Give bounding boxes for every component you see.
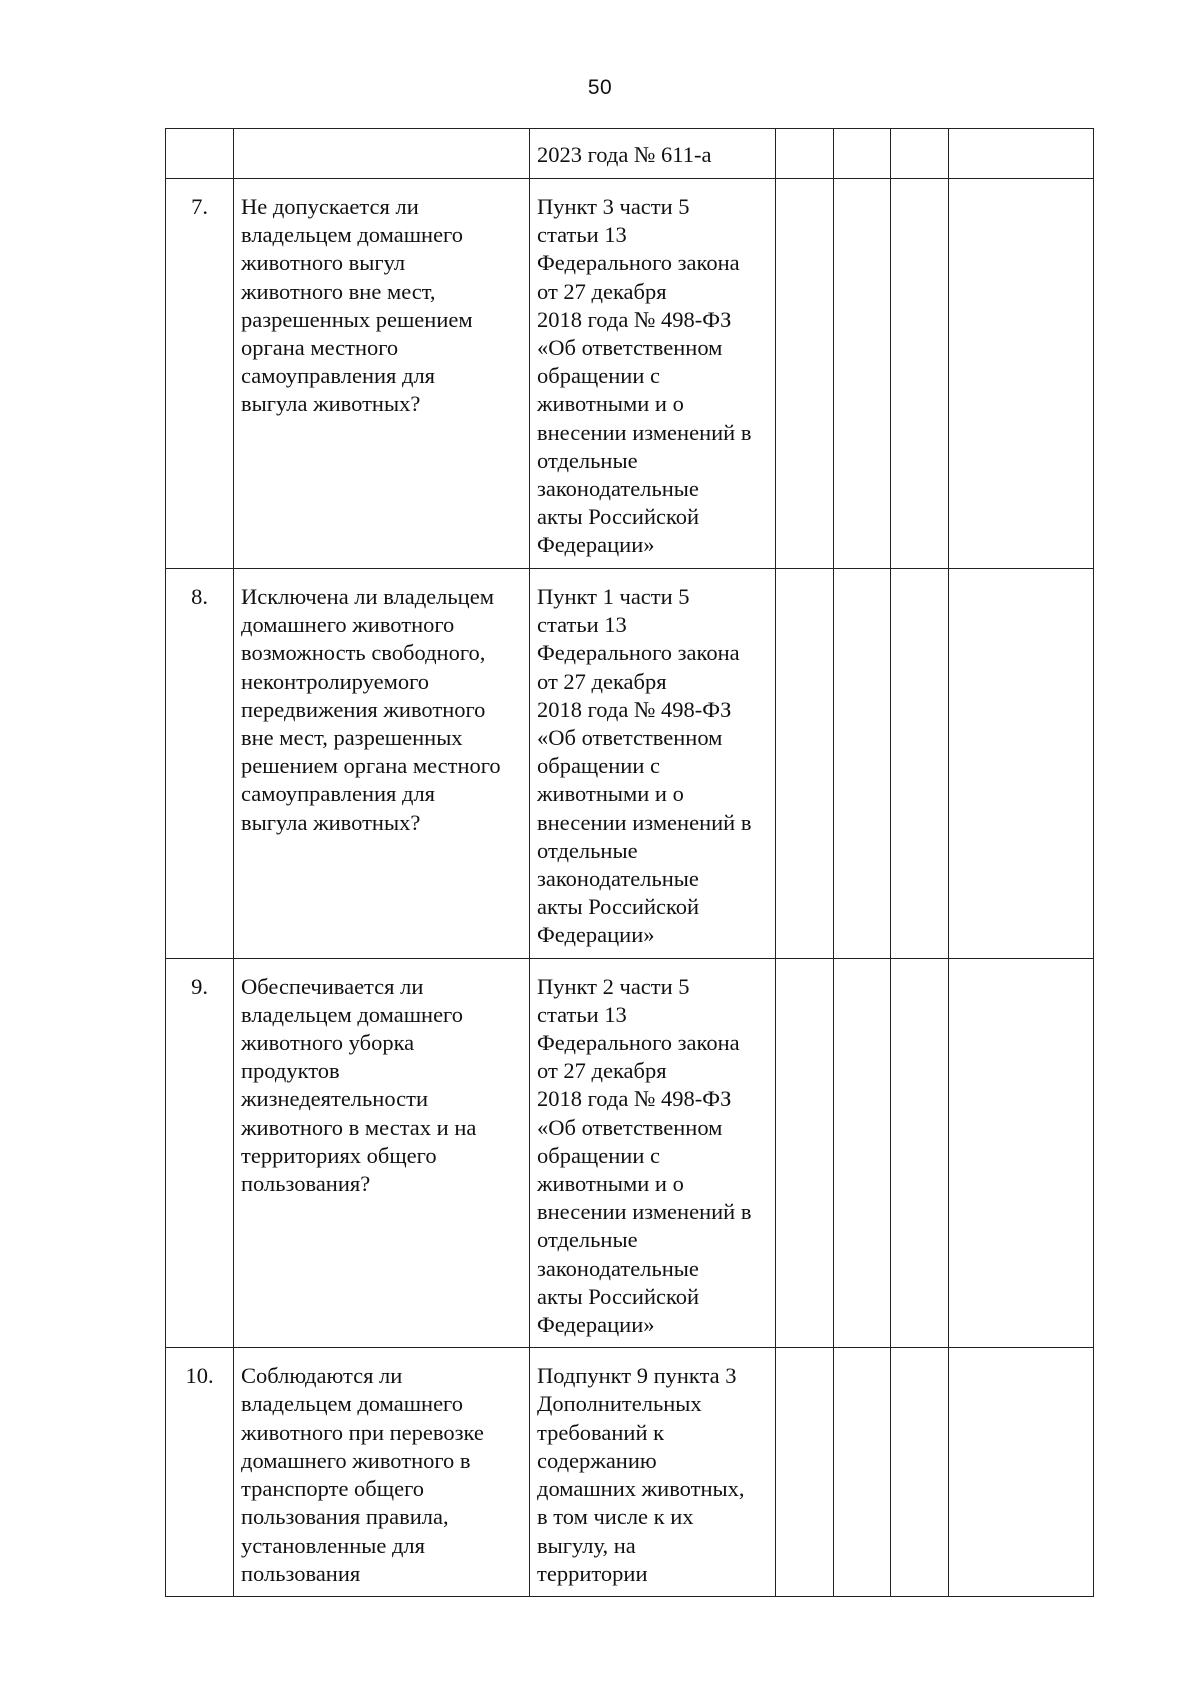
table-row-7 — [166, 179, 1094, 569]
answer-yes-cell — [776, 569, 834, 959]
requirement-question-cell — [234, 129, 530, 179]
answer-no-cell — [834, 129, 891, 179]
row-number-cell: 10. — [166, 1348, 234, 1597]
page-number: 50 — [587, 76, 613, 99]
notes-cell — [949, 569, 1094, 959]
legal-reference-cell: Пункт 2 части 5 статьи 13 Федерального закона от 27 декабря 2018 года № 498-ФЗ «Об ответственном обращении с животными и о внесении изменений в отдельные законодательные акты Российской Федерации» — [530, 958, 776, 1348]
legal-reference-cell: Подпункт 9 пункта 3 Дополнительных требований к содержанию домашних животных, в том числе к их выгулу, на территории — [530, 1348, 776, 1597]
requirement-question-cell: Обеспечивается ли владельцем домашнего животного уборка продуктов жизнедеятельности животного в местах и на территориях общего пользования? — [234, 958, 530, 1348]
answer-not-applicable-cell — [891, 569, 949, 959]
answer-no-cell — [834, 569, 891, 959]
answer-yes-cell — [776, 179, 834, 569]
legal-reference-cell: Пункт 1 части 5 статьи 13 Федерального закона от 27 декабря 2018 года № 498-ФЗ «Об ответственном обращении с животными и о внесении изменений в отдельные законодательные акты Российской Федерации» — [530, 569, 776, 959]
table-row-continuation — [166, 129, 1094, 179]
answer-yes-cell — [776, 1348, 834, 1597]
answer-not-applicable-cell — [891, 129, 949, 179]
answer-no-cell — [834, 958, 891, 1348]
legal-reference-cell: 2023 года № 611-а — [530, 129, 776, 179]
checklist-table — [165, 128, 1094, 1597]
row-number-cell: 8. — [166, 569, 234, 959]
table-row-10 — [166, 1348, 1094, 1597]
table-row-8 — [166, 569, 1094, 959]
notes-cell — [949, 1348, 1094, 1597]
table-row-9 — [166, 958, 1094, 1348]
answer-no-cell — [834, 1348, 891, 1597]
answer-yes-cell — [776, 129, 834, 179]
requirement-question-cell: Исключена ли владельцем домашнего животного возможность свободного, неконтролируемого передвижения животного вне мест, разрешенных решением органа местного самоуправления для выгула животных? — [234, 569, 530, 959]
requirement-question-cell: Не допускается ли владельцем домашнего животного выгул животного вне мест, разрешенных решением органа местного самоуправления для выгула животных? — [234, 179, 530, 569]
notes-cell — [949, 179, 1094, 569]
answer-not-applicable-cell — [891, 958, 949, 1348]
answer-not-applicable-cell — [891, 1348, 949, 1597]
legal-reference-cell: Пункт 3 части 5 статьи 13 Федерального закона от 27 декабря 2018 года № 498-ФЗ «Об ответственном обращении с животными и о внесении изменений в отдельные законодательные акты Российской Федерации» — [530, 179, 776, 569]
answer-yes-cell — [776, 958, 834, 1348]
row-number-cell: 9. — [166, 958, 234, 1348]
answer-not-applicable-cell — [891, 179, 949, 569]
answer-no-cell — [834, 179, 891, 569]
notes-cell — [949, 129, 1094, 179]
row-number-cell — [166, 129, 234, 179]
row-number-cell: 7. — [166, 179, 234, 569]
requirement-question-cell: Соблюдаются ли владельцем домашнего животного при перевозке домашнего животного в транспорте общего пользования правила, установленные для пользования — [234, 1348, 530, 1597]
notes-cell — [949, 958, 1094, 1348]
